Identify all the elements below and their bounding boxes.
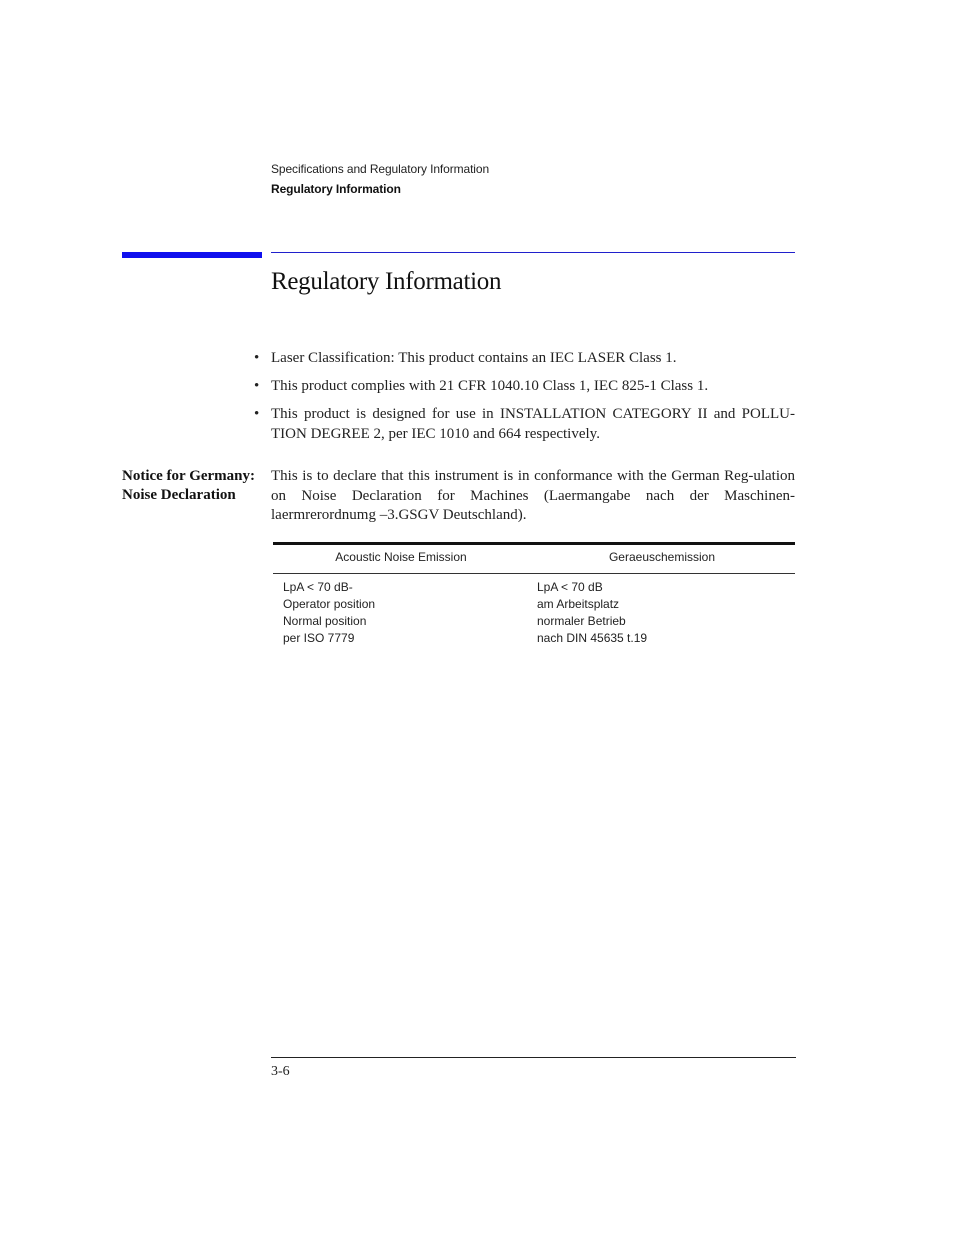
running-header-chapter: Specifications and Regulatory Information bbox=[271, 162, 490, 176]
table-header-rule bbox=[273, 573, 795, 574]
bullet-item bbox=[254, 405, 795, 444]
section-accent-bar bbox=[122, 252, 262, 258]
section-accent-rule bbox=[271, 252, 795, 253]
table-header-acoustic: Acoustic Noise Emission bbox=[335, 550, 467, 564]
bullet-item bbox=[254, 349, 795, 369]
footer-rule bbox=[271, 1057, 796, 1058]
page-number: 3-6 bbox=[271, 1064, 290, 1079]
table-cell-line: LpA < 70 dB- bbox=[283, 580, 353, 594]
table-cell-line: nach DIN 45635 t.19 bbox=[537, 631, 648, 645]
table-cell-line: LpA < 70 dB bbox=[537, 580, 603, 594]
bullet-glyph: • bbox=[254, 350, 260, 366]
table-cell-geraeusch bbox=[537, 579, 647, 647]
table-cell-acoustic bbox=[283, 579, 375, 647]
table-cell-line: Operator position bbox=[283, 597, 376, 611]
notice-side-heading: Notice for Germany: Noise Declaration bbox=[122, 468, 256, 503]
running-header-section: Regulatory Information bbox=[271, 182, 401, 196]
table-cell-line: am Arbeitsplatz bbox=[537, 597, 620, 611]
bullet-glyph: • bbox=[254, 378, 260, 394]
table-header-geraeusch: Geraeuschemission bbox=[608, 550, 716, 564]
notice-paragraph: This is to declare that this instrument is in conformance with the German Reg-ulation on Noise Declaration for Machines (Laermangabe nach der Maschinen-laermrerordnumg –3.GSGV Deutschland). bbox=[271, 468, 795, 523]
bullet-item bbox=[254, 377, 795, 397]
bullet-text: This product is designed for use in INSTALLATION CATEGORY II and POLLU-TION DEGREE 2, per IEC 1010 and 664 respectively. bbox=[271, 406, 795, 442]
bullet-text: Laser Classification: This product contains an IEC LASER Class 1. bbox=[271, 350, 677, 366]
table-top-rule bbox=[273, 542, 795, 545]
regulatory-bullet-list bbox=[254, 349, 795, 453]
bullet-glyph: • bbox=[254, 406, 260, 422]
table-cell-line: per ISO 7779 bbox=[283, 631, 355, 645]
bullet-text: This product complies with 21 CFR 1040.10 Class 1, IEC 825-1 Class 1. bbox=[271, 378, 709, 394]
table-cell-line: Normal position bbox=[283, 614, 367, 628]
table-cell-line: normaler Betrieb bbox=[537, 614, 626, 628]
page-title: Regulatory Information bbox=[271, 268, 502, 295]
